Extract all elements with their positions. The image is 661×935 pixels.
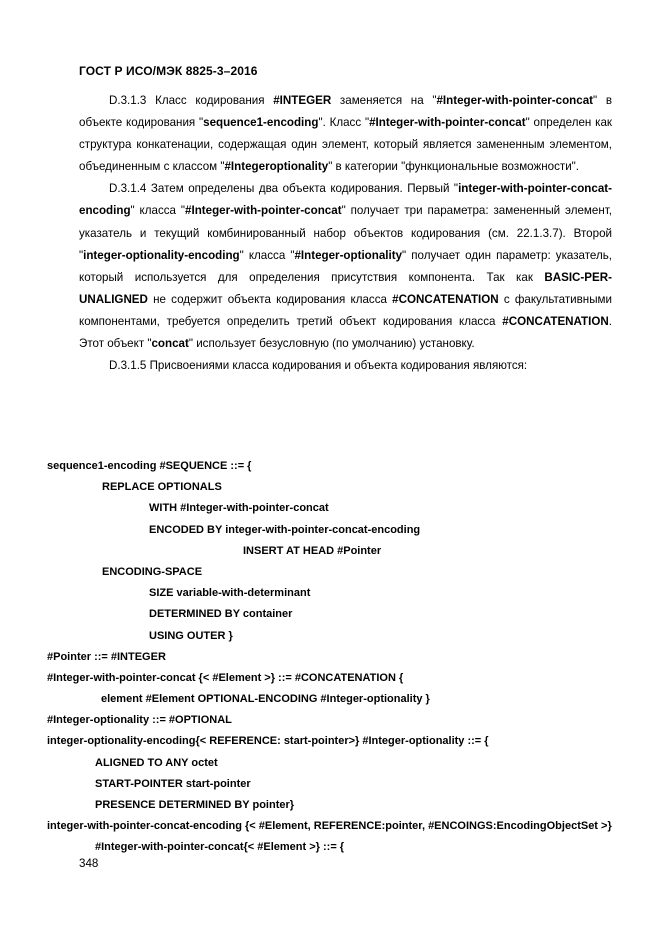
bold-term: #Integer-with-pointer-concat (369, 116, 526, 130)
text-run: D.3.1.4 Затем определены два объекта кодирования. Первый " (109, 182, 459, 196)
code-line: USING OUTER } (149, 629, 233, 642)
code-line: #Integer-optionality ::= #OPTIONAL (47, 714, 232, 727)
body-text (79, 90, 612, 377)
code-line: ALIGNED TO ANY octet (95, 756, 218, 769)
bold-term: #INTEGER (273, 94, 332, 107)
code-line: PRESENCE DETERMINED BY pointer} (95, 799, 295, 811)
code-line: element #Element OPTIONAL-ENCODING #Integer-optionality } (101, 693, 430, 706)
code-listing (47, 456, 661, 859)
code-line: #Integer-with-pointer-concat {< #Element >} ::= #CONCATENATION { (47, 671, 404, 684)
text-run: " в объекте кодирования " (79, 94, 612, 130)
text-run: не содержит объекта кодирования класса (147, 292, 393, 306)
code-line: INSERT AT HEAD #Pointer (243, 544, 382, 557)
text-run: заменяется на " (331, 94, 437, 107)
text-run: " использует безусловную (по умолчанию) установку. (188, 337, 475, 351)
text-run: " получает один параметр: указатель, который используется для определения присутствия компонента. Так как (79, 248, 612, 284)
bold-term: BASIC-PER-UNALIGNED (79, 270, 612, 306)
code-line: #Integer-with-pointer-concat{< #Element >} ::= { (95, 841, 345, 854)
code-line: ENCODING-SPACE (102, 565, 203, 578)
page-number: 348 (79, 857, 99, 870)
text-run: ". Класс " (318, 116, 370, 130)
text-run: " получает три параметра: замененный элемент, указатель и текущий комбинированный набор объектов кодирования (см. 22.1.3.7). Второй " (79, 204, 612, 262)
paragraph-d3-1-3 (79, 90, 612, 178)
code-line: integer-with-pointer-concat-encoding {< #Element, REFERENCE:pointer, #ENCOINGS:EncodingObjectSet >} (47, 820, 612, 833)
text-run: . Этот объект " (79, 314, 612, 351)
code-line: sequence1-encoding #SEQUENCE ::= { (47, 460, 252, 472)
code-line: #Pointer ::= #INTEGER (47, 650, 166, 663)
bold-term: #CONCATENATION (502, 314, 609, 328)
bold-term: #Integer-with-pointer-concat (185, 204, 342, 218)
bold-term: #Integer-with-pointer-concat (436, 94, 594, 107)
text-run: " класса " (239, 248, 295, 262)
text-run: с факультативными компонентами, требуется определить третий объект кодирования класса (79, 292, 612, 328)
code-line: integer-optionality-encoding{< REFERENCE: start-pointer>} #Integer-optionality ::= { (47, 735, 489, 748)
text-run: D.3.1.3 Класс кодирования (109, 94, 274, 107)
code-line: SIZE variable-with-determinant (149, 587, 311, 600)
bold-term: #Integer-optionality (294, 248, 403, 262)
text-run: " в категории "функциональные возможности". (328, 160, 580, 174)
bold-term: integer-with-pointer-concat-encoding (79, 182, 612, 218)
bold-term: integer-optionality-encoding (83, 248, 240, 262)
bold-term: #CONCATENATION (392, 292, 499, 306)
bold-term: #Integeroptionality (224, 160, 329, 174)
code-line: ENCODED BY integer-with-pointer-concat-encoding (149, 523, 421, 536)
paragraph-d3-1-4 (79, 178, 612, 355)
paragraph-d3-1-5: D.3.1.5 Присвоениями класса кодирования и объекта кодирования являются: (109, 359, 528, 373)
code-line: WITH #Integer-with-pointer-concat (149, 502, 329, 515)
bold-term: concat (151, 337, 189, 351)
document-header: ГОСТ Р ИСО/МЭК 8825-3–2016 (79, 64, 258, 78)
text-run: " класса " (130, 204, 186, 218)
text-run: " определен как структура конкатенации, содержащая один элемент, который является замененным элементом, объединенным с классом " (79, 116, 612, 174)
code-line: REPLACE OPTIONALS (102, 481, 222, 494)
code-line: START-POINTER start-pointer (95, 777, 251, 790)
code-line: DETERMINED BY container (149, 608, 293, 621)
bold-term: sequence1-encoding (203, 116, 319, 130)
